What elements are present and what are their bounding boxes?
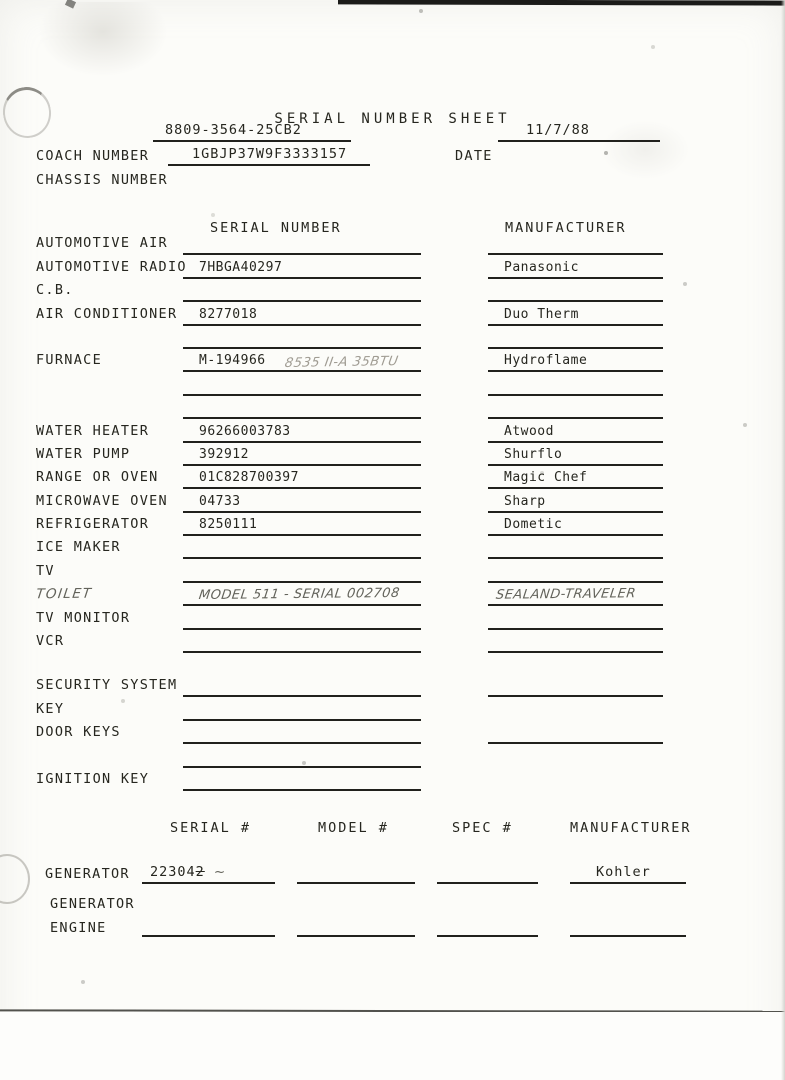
row-label: AUTOMOTIVE RADIO	[36, 258, 187, 275]
coach-number-line	[153, 122, 351, 142]
form-row	[0, 443, 785, 466]
form-row	[0, 232, 785, 255]
form-row	[0, 372, 785, 395]
generator-serial-header: SERIAL #	[170, 820, 252, 836]
manufacturer-value: SEALAND-TRAVELER	[494, 586, 637, 603]
serial-value: 01C828700397	[199, 470, 299, 486]
serial-value: 04733	[199, 493, 241, 509]
generator-model-header: MODEL #	[318, 820, 389, 836]
page-title: SERIAL NUMBER SHEET	[274, 111, 511, 127]
manufacturer-line	[488, 487, 663, 512]
serial-line	[183, 277, 421, 302]
manufacturer-line	[488, 441, 663, 466]
scanner-edge-artifact	[338, 0, 785, 6]
row-label: IGNITION KEY	[36, 770, 150, 787]
form-row	[0, 721, 785, 744]
form-row	[0, 513, 785, 536]
manufacturer-line	[488, 581, 663, 606]
row-label: AUTOMOTIVE AIR	[36, 235, 168, 252]
serial-value: 8250111	[199, 517, 258, 533]
engine-spec-line	[437, 909, 538, 937]
serial-column-header: SERIAL NUMBER	[210, 220, 342, 236]
serial-line	[183, 557, 421, 582]
row-label: RANGE OR OVEN	[36, 469, 159, 486]
manufacturer-line	[488, 347, 663, 372]
serial-line	[183, 487, 421, 512]
serial-line	[183, 370, 421, 395]
generator-manufacturer-header: MANUFACTURER	[570, 820, 692, 836]
serial-line	[183, 672, 421, 697]
row-label: WATER PUMP	[36, 445, 131, 462]
row-label: C.B.	[36, 282, 74, 299]
row-label: REFRIGERATOR	[36, 516, 150, 533]
manufacturer-value: Magic Chef	[504, 470, 588, 486]
serial-value: MODEL 511 - SERIAL 002708	[197, 586, 401, 604]
form-row	[0, 255, 785, 278]
form-row	[0, 396, 785, 419]
serial-line	[183, 347, 421, 372]
generator-manufacturer-value: Kohler	[596, 864, 651, 880]
generator-serial-line	[142, 856, 275, 884]
manufacturer-line	[488, 557, 663, 582]
serial-line	[183, 324, 421, 349]
date-label: DATE	[455, 148, 493, 164]
manufacturer-line	[488, 719, 663, 744]
generator-spec-header: SPEC #	[452, 820, 513, 836]
serial-line	[183, 766, 421, 791]
form-row	[0, 606, 785, 629]
form-row	[0, 768, 785, 791]
row-spacer	[0, 653, 785, 674]
form-row	[0, 630, 785, 653]
serial-line	[183, 742, 421, 767]
struck-digit: 2	[195, 864, 205, 880]
serial-value: 8277018	[199, 306, 258, 322]
row-label: KEY	[36, 700, 65, 717]
row-label: TV	[36, 562, 55, 579]
serial-line	[183, 394, 421, 419]
form-row	[0, 302, 785, 325]
manufacturer-value: Atwood	[504, 423, 554, 439]
serial-line	[183, 581, 421, 606]
serial-handwritten-note: 8535 II-A 35BTU	[283, 354, 400, 372]
serial-line	[183, 604, 421, 629]
serial-line	[183, 300, 421, 325]
serial-line	[183, 511, 421, 536]
coach-number-value: 8809-3564-25CB2	[165, 122, 302, 138]
form-row	[0, 674, 785, 697]
coach-number-label: COACH NUMBER	[36, 148, 150, 164]
form-rows	[0, 232, 785, 791]
manufacturer-line	[488, 277, 663, 302]
paper-ring-mark	[0, 854, 30, 904]
manufacturer-line	[488, 324, 663, 349]
date-line	[498, 122, 660, 142]
form-row	[0, 326, 785, 349]
engine-model-line	[297, 909, 415, 937]
serial-line	[183, 464, 421, 489]
serial-line	[183, 719, 421, 744]
manufacturer-line	[488, 511, 663, 536]
manufacturer-value: Duo Therm	[504, 306, 579, 322]
form-row	[0, 744, 785, 767]
engine-serial-line	[142, 909, 275, 937]
row-label: MICROWAVE OVEN	[36, 492, 168, 509]
generator-model-line	[297, 856, 415, 884]
generator-engine-label-line2: ENGINE	[50, 920, 107, 936]
paper-smudge	[38, 2, 168, 77]
generator-serial-value: 223042 ~	[150, 864, 227, 880]
manufacturer-line	[488, 604, 663, 629]
form-row	[0, 279, 785, 302]
manufacturer-value: Hydroflame	[504, 353, 588, 369]
manufacturer-value: Dometic	[504, 517, 563, 533]
row-label: DOOR KEYS	[36, 724, 121, 741]
serial-line	[183, 441, 421, 466]
paper-smudge	[600, 120, 690, 180]
manufacturer-value: Shurflo	[504, 446, 563, 462]
row-label: WATER HEATER	[36, 422, 150, 439]
form-row	[0, 559, 785, 582]
form-row	[0, 419, 785, 442]
generator-engine-label-line1: GENERATOR	[50, 896, 135, 912]
manufacturer-line	[488, 672, 663, 697]
form-row	[0, 583, 785, 606]
form-row	[0, 466, 785, 489]
manufacturer-line	[488, 417, 663, 442]
generator-manufacturer-line	[570, 856, 686, 884]
row-label: TV MONITOR	[36, 609, 131, 626]
form-row	[0, 349, 785, 372]
manufacturer-value: Panasonic	[504, 259, 579, 275]
serial-value: 7HBGA40297	[199, 259, 283, 275]
manufacturer-line	[488, 534, 663, 559]
serial-line	[183, 417, 421, 442]
chassis-number-line	[168, 146, 370, 166]
form-row	[0, 489, 785, 512]
row-label: FURNACE	[36, 352, 102, 369]
scanner-background	[0, 1012, 785, 1080]
row-label: SECURITY SYSTEM	[36, 677, 178, 694]
serial-line	[183, 628, 421, 653]
serial-value: 96266003783	[199, 423, 291, 439]
manufacturer-line	[488, 464, 663, 489]
manufacturer-line	[488, 394, 663, 419]
chassis-number-label: CHASSIS NUMBER	[36, 172, 168, 188]
scan-speckles	[0, 0, 2, 2]
row-label: AIR CONDITIONER	[36, 305, 178, 322]
manufacturer-value: Sharp	[504, 493, 546, 509]
generator-spec-line	[437, 856, 538, 884]
manufacturer-line	[488, 230, 663, 255]
row-label: TOILET	[34, 585, 94, 603]
form-row	[0, 697, 785, 720]
form-row	[0, 536, 785, 559]
chassis-number-value: 1GBJP37W9F3333157	[192, 146, 348, 162]
serial-value: M-194966	[199, 353, 266, 369]
row-label: ICE MAKER	[36, 539, 121, 556]
row-label: VCR	[36, 633, 65, 650]
engine-manufacturer-line	[570, 909, 686, 937]
generator-label: GENERATOR	[45, 866, 130, 882]
manufacturer-line	[488, 300, 663, 325]
serial-value: 392912	[199, 446, 249, 462]
serial-line	[183, 695, 421, 720]
manufacturer-column-header: MANUFACTURER	[505, 220, 627, 236]
manufacturer-line	[488, 253, 663, 278]
serial-line	[183, 230, 421, 255]
manufacturer-line	[488, 370, 663, 395]
serial-line	[183, 253, 421, 278]
pencil-mark: ~	[213, 864, 227, 880]
serial-line	[183, 534, 421, 559]
date-value: 11/7/88	[526, 122, 590, 138]
manufacturer-line	[488, 628, 663, 653]
